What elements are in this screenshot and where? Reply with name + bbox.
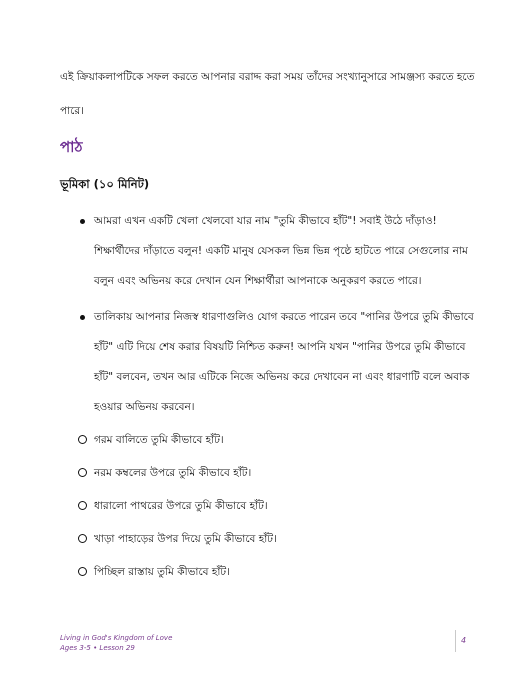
sub-list-item — [78, 529, 478, 549]
subheading: ভূমিকা (১০ মিনিট) — [60, 177, 150, 191]
circle-bullet-icon — [78, 501, 87, 510]
footer-divider — [455, 630, 456, 652]
circle-bullet-icon — [78, 534, 87, 543]
sub-list-text: ধারালো পাথরের উপরে তুমি কীভাবে হাঁট। — [94, 500, 268, 512]
sub-list-text: পিচ্ছিল রাস্তায় তুমি কীভাবে হাঁট। — [94, 566, 230, 578]
sub-list-item — [78, 496, 478, 516]
bullet-item — [80, 302, 480, 422]
bullet-dot-icon — [80, 219, 85, 224]
sub-list-text: গরম বালিতে তুমি কীভাবে হাঁট। — [94, 434, 224, 446]
sub-list-text: নরম কম্বলের উপরে তুমি কীভাবে হাঁট। — [94, 467, 252, 479]
bullet-dot-icon — [80, 315, 85, 320]
sub-list-text: খাড়া পাহাড়ের উপর দিয়ে তুমি কীভাবে হাঁট। — [94, 533, 277, 545]
page-number: 4 — [461, 636, 467, 645]
footer-lesson-info: Ages 3-5 • Lesson 29 — [60, 644, 135, 652]
circle-bullet-icon — [78, 567, 87, 576]
circle-bullet-icon — [78, 435, 87, 444]
circle-bullet-icon — [78, 468, 87, 477]
intro-paragraph: এই ক্রিয়াকলাপটিকে সফল করতে আপনার বরাদ্দ করা সময় তাঁদের সংখ্যানুসারে সামঞ্জস্য করতে হতে পারে। — [60, 71, 475, 117]
bullet-text: তালিকায় আপনার নিজস্ব ধারণাগুলিও যোগ করতে পারেন তবে "পানির উপরে তুমি কীভাবে হাঁট" এটি দিয়ে শেষ করার বিষয়টি নিশ্চিত করুন! আপনি যখন "পানির উপরে তুমি কীভাবে হাঁট" বলবেন, তখন আর এটিকে নিজে অভিনয় করে দেখাবেন না এবং ধারণাটি বলে অবাক হওয়ার অভিনয় করবেন। — [94, 311, 474, 413]
footer-course-info — [60, 633, 172, 653]
bullet-item — [80, 206, 480, 296]
footer-course-title: Living in God's Kingdom of Love — [60, 634, 173, 642]
bullet-text: আমরা এখন একটি খেলা খেলবো যার নাম "তুমি কীভাবে হাঁট"! সবাই উঠে দাঁড়াও! শিক্ষার্থীদের দাঁড়াতে বলুন! একটি মানুষ যেসকল ভিন্ন ভিন্ন পৃষ্ঠে হাটতে পারে সেগুলোর নাম বলুন এবং অভিনয় করে দেখান যেন শিক্ষার্থীরা আপনাকে অনুকরণ করতে পারে। — [94, 215, 468, 287]
section-heading: পাঠ — [60, 138, 83, 156]
sub-list-item — [78, 463, 478, 483]
sub-list-item — [78, 562, 478, 582]
sub-list-item — [78, 430, 478, 450]
